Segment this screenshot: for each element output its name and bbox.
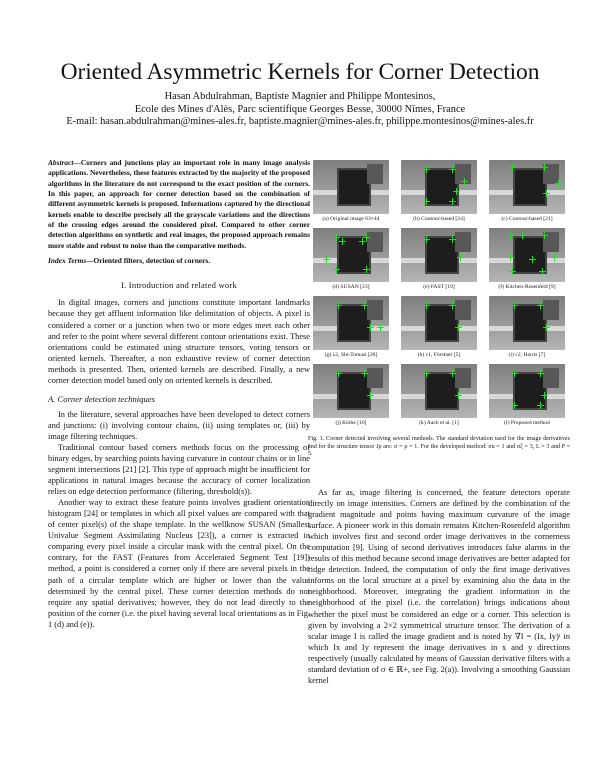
corner-marker [539,268,546,275]
left-column [48,158,310,630]
corner-marker [541,392,548,399]
figure-image [313,296,389,350]
author-affiliation: Ecole des Mines d'Alès, Parc scientifique Georges Besse, 30000 Nîmes, France [134,103,466,115]
figure-image [489,160,565,214]
corner-marker [529,256,536,263]
figure-image [313,160,389,214]
subcaption: (c) Contour-based [21] [501,216,553,222]
corner-marker [423,370,430,377]
figure-1-caption: Fig. 1. Corner detected involving several methods. The standard deviation used for the image derivatives and for the structure tensor Jρ are: σ = ρ = 1. For the developed method: σu = 1 and σξ = 3, L = 3 and P = 5. [308,436,570,458]
subcaption: (l) Proposed method [504,420,550,426]
index-terms-text: Oriented filters, detection of corners. [93,256,211,266]
corner-marker [423,236,430,243]
corner-marker [457,254,464,261]
subcaption: (b) Contour-based [24] [413,216,465,222]
corner-marker [509,164,516,171]
subcaption: (f) Kitchen-Rosenfeld [9] [498,284,556,290]
subcaption: (i) c2, Harris [7] [508,352,546,358]
corner-marker [509,268,516,275]
intro-paragraph: In digital images, corners and junctions constitute important landmarks because they get affluent information like delimitation of objects. A pixel is considered a corner or a junction when two or more edges meet each other and refer to the point where several different contour orientations exist. These orientations could be estimated using structure tensors, voting tensors or oriented kernels. Thereafter, a non exhaustive review of corner detection methods is presented. Then, oriented kernels are described. Finally, a new corner detection model based only on oriented kernels is described. [48,298,310,385]
corner-marker [377,324,384,331]
author-email: E-mail: hasan.abdulrahman@mines-ales.fr, baptiste.magnier@mines-ales.fr, philippe.montesinos@mines-ales.fr [66,116,534,128]
corner-marker [449,198,456,205]
corner-marker [519,232,526,239]
corner-marker [423,166,430,173]
figure-image [313,364,389,418]
corner-marker [541,232,548,239]
figure-image [313,228,389,282]
index-terms-label: Index Terms— [48,256,94,266]
section-heading: I. Introduction and related work [121,280,237,291]
corner-marker [335,302,342,309]
corner-marker [537,402,544,409]
subcaption: (h) c1, Förstner [5] [417,352,461,358]
index-terms [48,256,310,266]
paragraph: Another way to extract these feature points involves gradient orientation histogram [24] or templates in which all pixel values are compared with that of center pixel(s) of the shape template. In the wellknow SUSAN (Smallest Univalue Segment Assimilating Nucleus [23]), a corner is extracted in comparing every pixel inside a circular mask with the central pixel. On the contrary, for the FAST (Features from Accelerated Segment Test [19]) method, a point is considered a corner only if there are several pixels in the path of a circular template which are higher or lower than the value determined by the central pixel. These corner detection methods do not require any spatial derivatives; however, they do not lead directly to the position of the corner (i.e. the pixel having several local orientations as in Fig. 1 (d) and (e)). [48,498,310,629]
abstract [48,158,310,251]
corner-marker [511,402,518,409]
corner-marker [339,238,346,245]
corner-marker [423,198,430,205]
corner-marker [449,370,456,377]
subcaption: (k) Aach et al. [1] [419,420,459,426]
corner-marker [333,266,340,273]
paragraph: In the literature, several approaches have been developed to detect corners and junctions: (i) involving contour chains, (ii) using templates or, (iii) by image filtering techniques. [48,409,310,441]
figure-image [401,160,477,214]
corner-marker [453,188,460,195]
subcaption: (e) FAST [19] [423,284,455,290]
figure-image [489,296,565,350]
right-column [308,487,570,686]
abstract-label: Abstract— [48,158,81,167]
figure-image [489,364,565,418]
figure-image [401,228,477,282]
corner-marker [363,266,370,273]
paper-title: Oriented Asymmetric Kernels for Corner Detection [60,59,540,85]
corner-marker [359,238,366,245]
abstract-text: Corners and junctions play an important role in many image analysis applications. Nevertheless, these features extracted by the majority of the proposed algorithms in the literature do not correspond to the exact position of the corners. In this paper, an approach for corner detection based on the combination of different asymmetric kernels is proposed. Informations captured by the directional kernels enable to describe precisely all the grayscale variations and the directions of the crossing edges around the considered pixel. Compared to other corner detection algorithms on synthetic and real images, the proposed approach remains more stable and robust to noise than the comparative methods. [48,158,310,250]
paragraph: As far as, image filtering is concerned, the feature detectors operate directly on image intensities. Corners are defined by the combination of the gradient magnitude and points having maximum curvature of the image surface. A pioneer work in this domain remains Kitchen-Rosenfeld algorithm which involves first and second order image derivatives in the cornerness computation [9]. Using of second derivatives introduces false alarms in the results of this method because second image derivatives are better adapted for ridge detection. Indeed, the computation of only the first image derivatives informs on the local structure at a pixel by examining also the data in the neighborhood. Moreover, integrating the gradient information in the neighborhood of the pixel (i.e. the correlation) brings indications about whether the pixel must be considered an edge or a corner. This selection is given by involving a 2×2 symmetrical structure tensor. The derivation of a scalar image I is called the image gradient and is noted by ∇I = (Ix, Iy)ᵗ in which Ix and Iy represent the image derivatives in x and y directions respectively (usually calculated by means of Gaussian derivative filters with a standard deviation of σ ∈ ℝ+, see Fig. 2(a)). Involving a smoothing Gaussian kernel [308,488,570,685]
paragraph: Traditional contour based corners methods focus on the processing of binary edges, by searching points having curvature in contour chains or in line segment intersections [21] [2]. This type of approach might be insufficient for applications in natural images because the accuracy of corner localization relies on edge detection performance (filtering, threshold(s)). [48,442,310,497]
corner-marker [449,302,456,309]
corner-marker [511,370,518,377]
corner-marker [537,302,544,309]
corner-marker [449,166,456,173]
corner-marker [449,236,456,243]
corner-marker [537,370,544,377]
subcaption: (d) SUSAN [23] [332,284,370,290]
figure-image [401,296,477,350]
author-names: Hasan Abdulrahman, Baptiste Magnier and Philippe Montesinos, [164,91,436,102]
corner-marker [455,324,462,331]
subcaption: (a) Original image 63×44 [322,216,380,222]
corner-marker [511,302,518,309]
figure-image [401,364,477,418]
corner-marker [507,254,514,261]
corner-marker [543,190,550,197]
corner-marker [323,256,330,263]
corner-marker [543,324,550,331]
corner-marker [361,370,368,377]
corner-marker [541,164,548,171]
corner-marker [555,180,562,187]
corner-marker [507,232,514,239]
author-block [0,91,600,129]
corner-marker [367,324,374,331]
figure-image [489,228,565,282]
subcaption: (g) λ2, Shi-Tomasi [20] [324,352,378,358]
corner-marker [367,392,374,399]
corner-marker [461,178,468,185]
subcaption: (j) Köthe [10] [335,420,367,426]
corner-marker [551,254,558,261]
corner-marker [335,370,342,377]
corner-marker [423,302,430,309]
corner-marker [361,302,368,309]
corner-marker [455,392,462,399]
subsection-heading: A. Corner detection techniques [48,393,155,404]
